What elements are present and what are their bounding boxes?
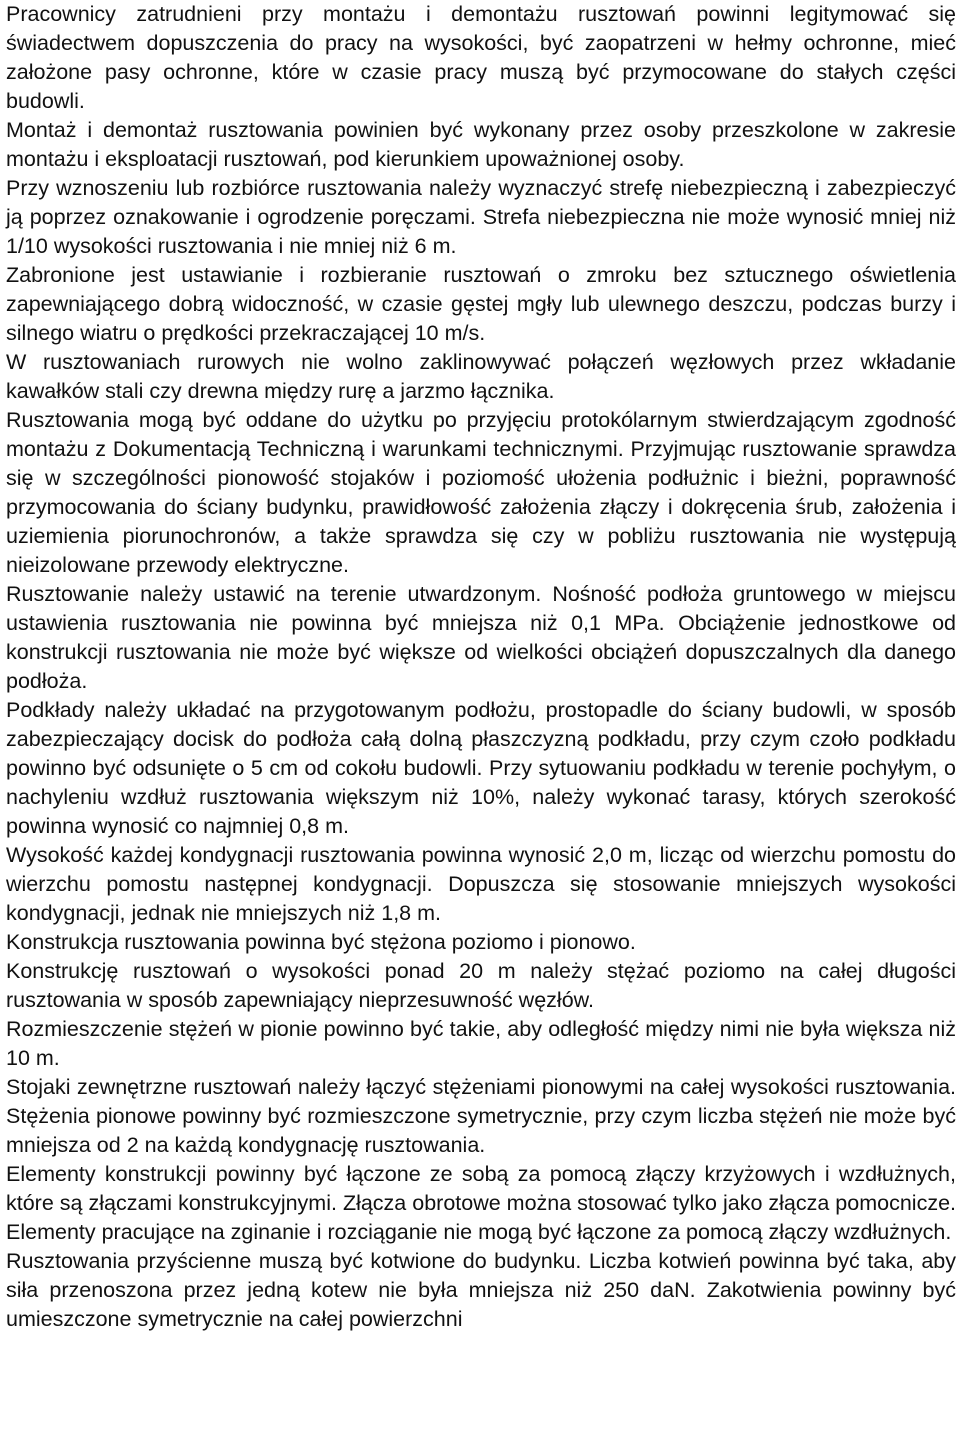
paragraph-worker-requirements: Pracownicy zatrudnieni przy montażu i demontażu rusztowań powinni legitymować się świadectwem dopuszczenia do pracy na wysokości, być zaopatrzeni w hełmy ochronne, mieć założone pasy ochronne, które w czasie pracy muszą być przymocowane do stałych części budowli. <box>6 2 956 113</box>
paragraph-vertical-bracing: Stojaki zewnętrzne rusztowań należy łączyć stężeniami pionowymi na całej wysokości rusztowania. Stężenia pionowe powinny być rozmieszczone symetrycznie, przy czym liczba stężeń nie może być mniejsza od 2 na każdą kondygnację rusztowania. <box>6 1075 956 1157</box>
paragraph-base-plates: Podkłady należy układać na przygotowanym podłożu, prostopadle do ściany budowli, w sposób zabezpieczający docisk do podłoża całą dolną płaszczyzną podkładu, przy czym czoło podkładu powinno być odsunięte o 5 cm od cokołu budowli. Przy sytuowaniu podkładu w terenie pochyłym, o nachyleniu wzdłuż rusztowania większym niż 10%, należy wykonać tarasy, których szerokość powinna wynosić co najmniej 0,8 m. <box>6 698 956 838</box>
paragraph-level-height: Wysokość każdej kondygnacji rusztowania powinna wynosić 2,0 m, licząc od wierzchu pomostu do wierzchu pomostu następnej kondygnacji. Dopuszcza się stosowanie mniejszych wysokości kondygnacji, jednak nie mniejszych niż 1,8 m. <box>6 843 956 925</box>
paragraph-bracing-spacing: Rozmieszczenie stężeń w pionie powinno być takie, aby odległość między nimi nie była większa niż 10 m. <box>6 1017 956 1070</box>
paragraph-tube-joints: W rusztowaniach rurowych nie wolno zaklinowywać połączeń węzłowych przez wkładanie kawałków stali czy drewna między rurę a jarzmo łącznika. <box>6 350 956 403</box>
paragraph-ground-bearing: Rusztowanie należy ustawić na terenie utwardzonym. Nośność podłoża gruntowego w miejscu ustawienia rusztowania nie powinna być mniejsza niż 0,1 MPa. Obciążenie jednostkowe od konstrukcji rusztowania nie może być większe od wielkości obciążeń dopuszczalnych dla danego podłoża. <box>6 582 956 693</box>
paragraph-horizontal-bracing: Konstrukcję rusztowań o wysokości ponad 20 m należy stężać poziomo na całej długości rusztowania w sposób zapewniający nieprzesuwność węzłów. <box>6 959 956 1012</box>
paragraph-assembly-supervision: Montaż i demontaż rusztowania powinien być wykonany przez osoby przeszkolone w zakresie montażu i eksploatacji rusztowań, pod kierunkiem upoważnionej osoby. <box>6 118 956 171</box>
paragraph-anchoring: Rusztowania przyścienne muszą być kotwione do budynku. Liczba kotwień powinna być taka, aby siła przenoszona przez jedną kotew nie była mniejsza niż 250 daN. Zakotwienia powinny być umieszczone symetrycznie na całej powierzchni <box>6 1249 956 1331</box>
paragraph-couplers: Elementy konstrukcji powinny być łączone ze sobą za pomocą złączy krzyżowych i wzdłużnych, które są złączami konstrukcyjnymi. Złącza obrotowe można stosować tylko jako złącza pomocnicze. Elementy pracujące na zginanie i rozciąganie nie mogą być łączone za pomocą złączy wzdłużnych. <box>6 1162 956 1244</box>
paragraph-acceptance-inspection: Rusztowania mogą być oddane do użytku po przyjęciu protokólarnym stwierdzającym zgodność montażu z Dokumentacją Techniczną i warunkami technicznymi. Przyjmując rusztowanie sprawdza się w szczególności pionowość stojaków i poziomość ułożenia podłużnic i bieżni, poprawność przymocowania do ściany budynku, prawidłowość założenia złączy i dokręcenia śrub, założenia i uziemienia piorunochronów, a także sprawdza się czy w pobliżu rusztowania nie występują nieizolowane przewody elektryczne. <box>6 408 956 577</box>
paragraph-bracing-general: Konstrukcja rusztowania powinna być stężona poziomo i pionowo. <box>6 930 636 954</box>
paragraph-danger-zone: Przy wznoszeniu lub rozbiórce rusztowania należy wyznaczyć strefę niebezpieczną i zabezpieczyć ją poprzez oznakowanie i ogrodzenie poręczami. Strefa niebezpieczna nie może wynosić mniej niż 1/10 wysokości rusztowania i nie mniej niż 6 m. <box>6 176 956 258</box>
paragraph-weather-restrictions: Zabronione jest ustawianie i rozbieranie rusztowań o zmroku bez sztucznego oświetlenia zapewniającego dobrą widoczność, w czasie gęstej mgły lub ulewnego deszczu, podczas burzy i silnego wiatru o prędkości przekraczającej 10 m/s. <box>6 263 956 345</box>
